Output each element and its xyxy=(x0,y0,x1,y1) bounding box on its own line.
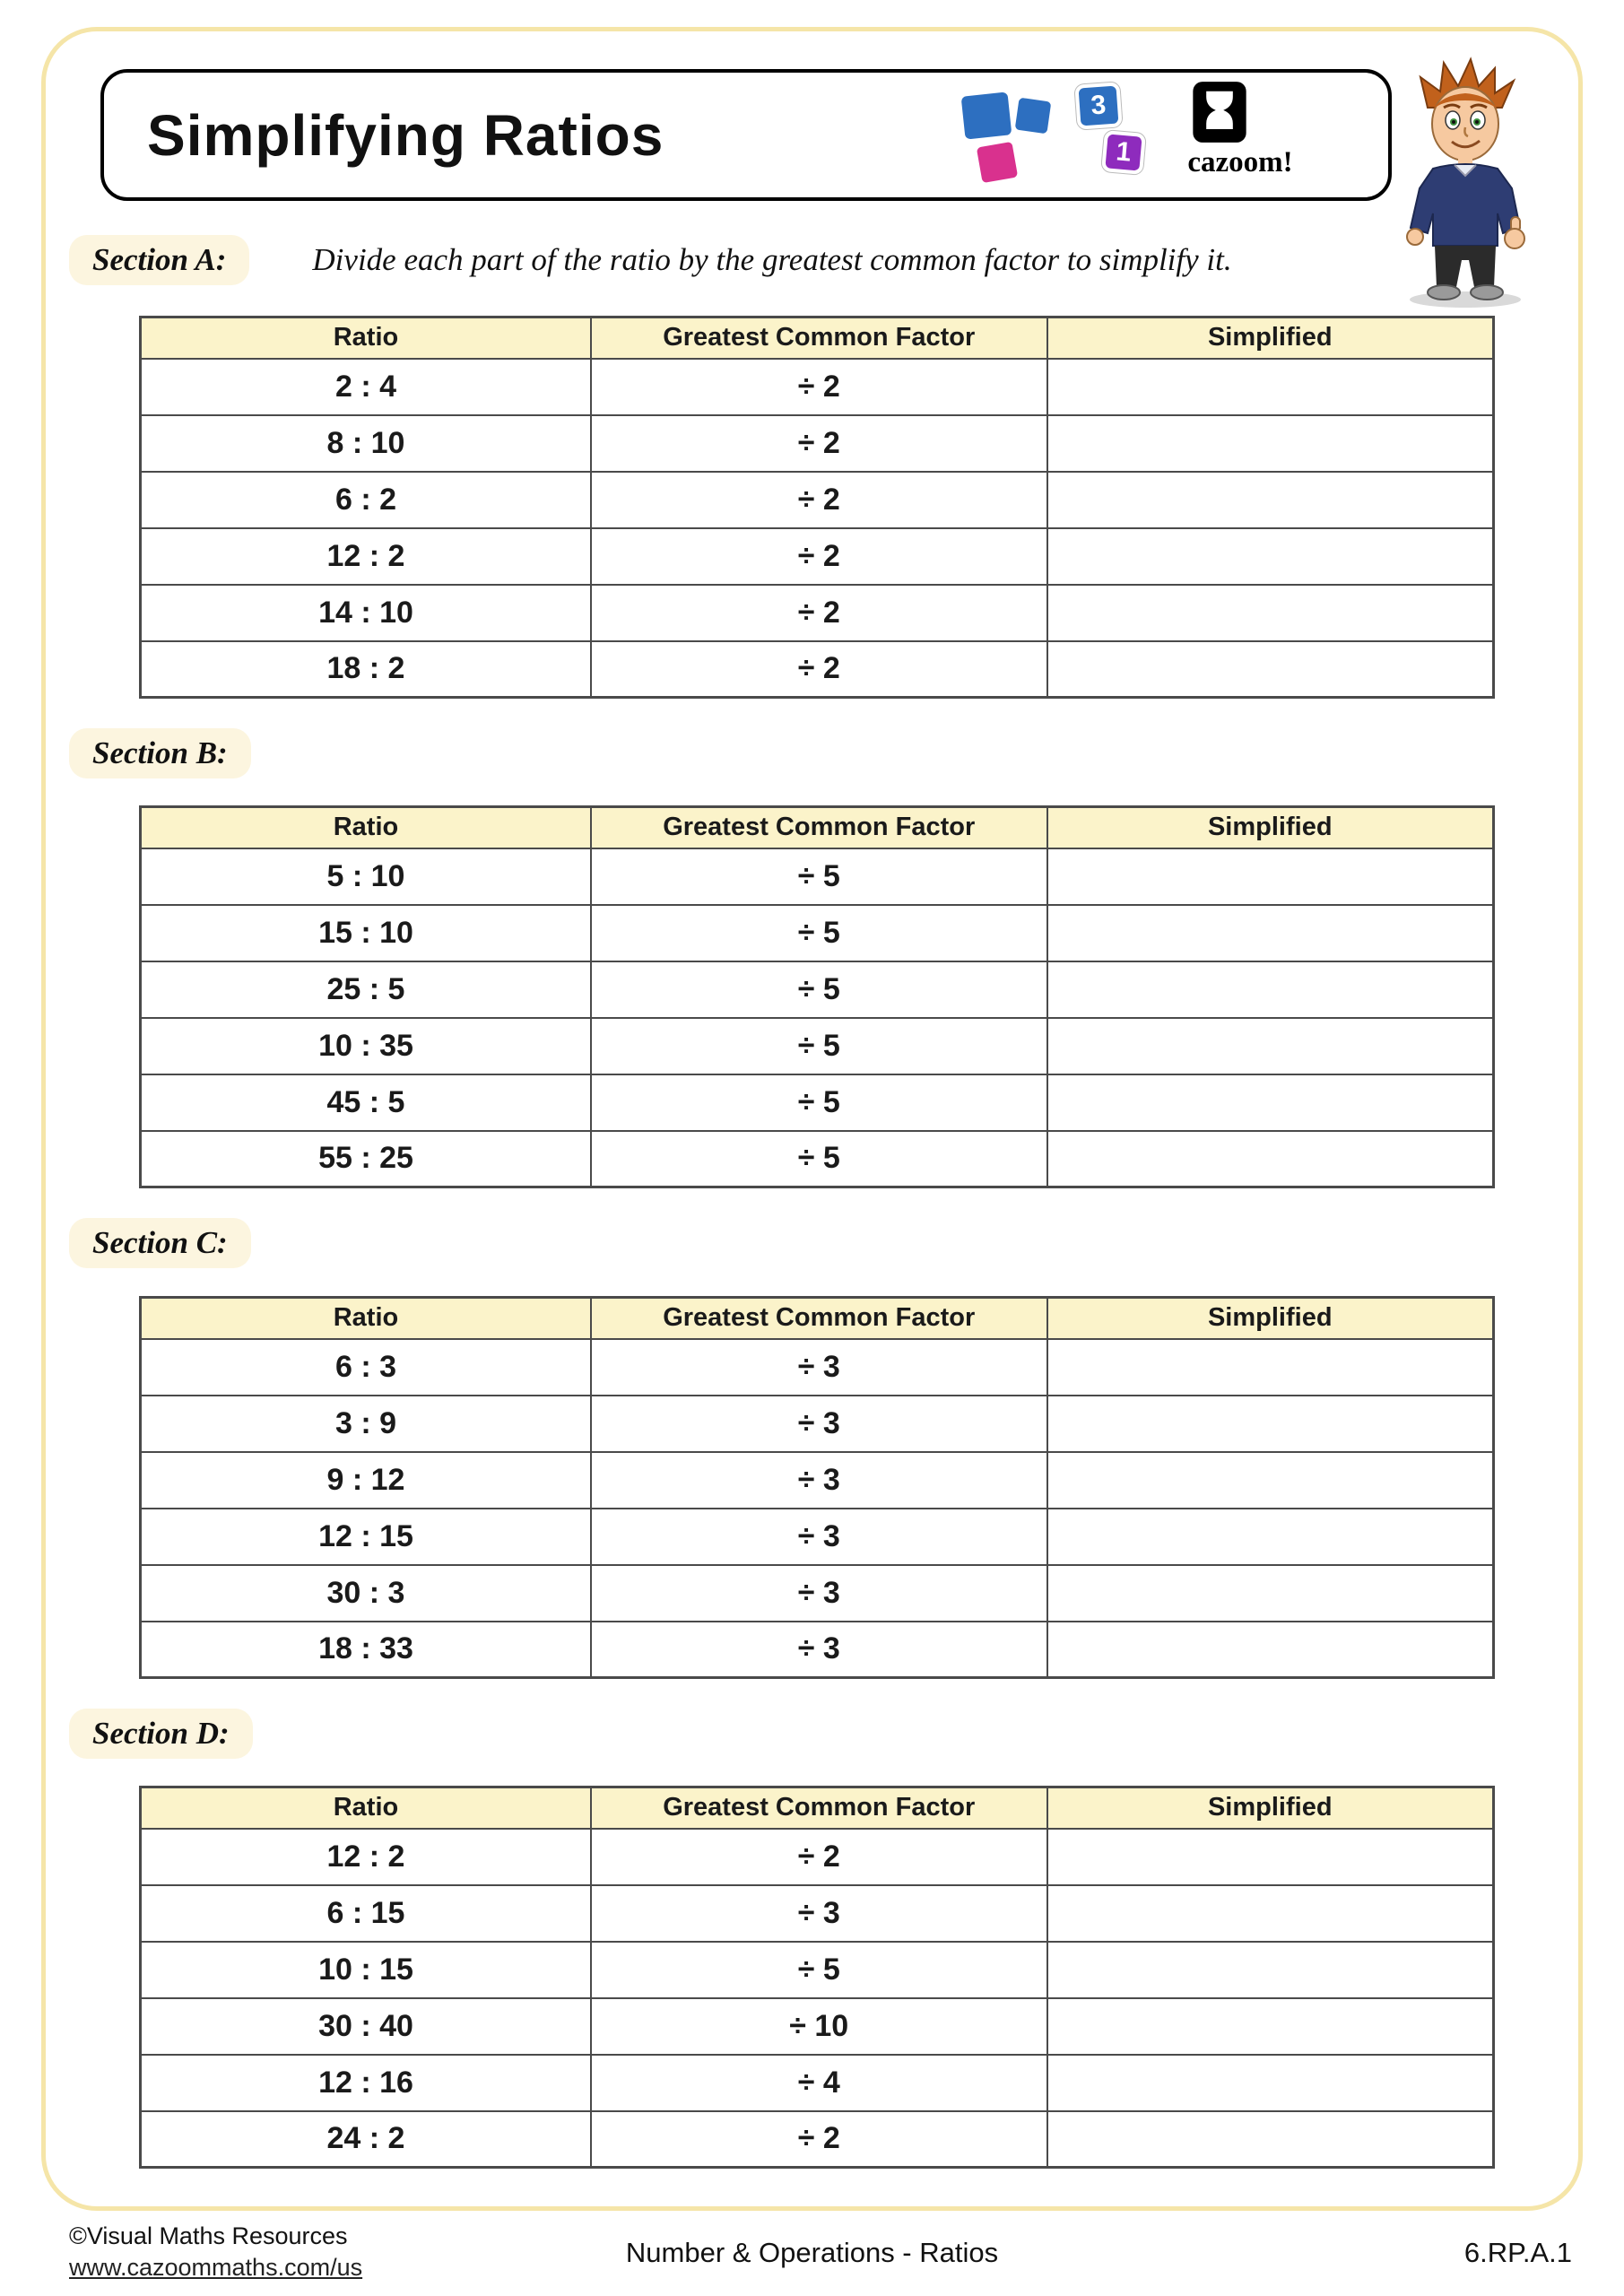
table-header-row xyxy=(141,1298,1494,1339)
column-header-ratio: Ratio xyxy=(141,1787,591,1829)
gcf-cell: ÷ 2 xyxy=(591,472,1047,528)
column-header-simplified: Simplified xyxy=(1047,807,1494,848)
cazoom-logo xyxy=(960,78,1363,196)
simplified-answer-cell xyxy=(1047,1339,1494,1396)
table-row xyxy=(141,585,1494,641)
column-header-ratio: Ratio xyxy=(141,807,591,848)
gcf-cell: ÷ 2 xyxy=(591,2111,1047,2168)
section-b-head xyxy=(69,728,251,778)
section-c-head xyxy=(69,1218,251,1268)
table-header-row xyxy=(141,807,1494,848)
section-a-table xyxy=(139,316,1495,699)
simplified-answer-cell xyxy=(1047,1074,1494,1131)
ratio-cell: 30 : 40 xyxy=(141,1998,591,2055)
gcf-cell: ÷ 5 xyxy=(591,848,1047,905)
simplified-answer-cell xyxy=(1047,848,1494,905)
copyright-text: ©Visual Maths Resources xyxy=(69,2222,348,2249)
simplified-answer-cell xyxy=(1047,1998,1494,2055)
table-row xyxy=(141,528,1494,585)
simplified-answer-cell xyxy=(1047,1622,1494,1678)
simplified-answer-cell xyxy=(1047,1942,1494,1998)
table-row xyxy=(141,415,1494,472)
gcf-cell: ÷ 5 xyxy=(591,1942,1047,1998)
logo-tile-1 xyxy=(1101,130,1146,175)
tile-number-3: 3 xyxy=(1090,90,1107,121)
gcf-cell: ÷ 5 xyxy=(591,905,1047,961)
table-row xyxy=(141,359,1494,415)
boy-character-illustration xyxy=(1388,52,1542,310)
section-a-head xyxy=(69,235,1232,285)
gcf-cell: ÷ 2 xyxy=(591,585,1047,641)
gcf-cell: ÷ 2 xyxy=(591,359,1047,415)
gcf-cell: ÷ 5 xyxy=(591,961,1047,1018)
ratio-cell: 5 : 10 xyxy=(141,848,591,905)
ratio-cell: 18 : 33 xyxy=(141,1622,591,1678)
table-row xyxy=(141,1018,1494,1074)
table-row xyxy=(141,1074,1494,1131)
ratio-cell: 6 : 15 xyxy=(141,1885,591,1942)
website-link[interactable]: www.cazoommaths.com/us xyxy=(69,2254,363,2282)
simplified-answer-cell xyxy=(1047,585,1494,641)
gcf-cell: ÷ 10 xyxy=(591,1998,1047,2055)
ratio-cell: 6 : 2 xyxy=(141,472,591,528)
table-row xyxy=(141,1131,1494,1187)
ratio-cell: 12 : 16 xyxy=(141,2055,591,2111)
gcf-cell: ÷ 5 xyxy=(591,1074,1047,1131)
ratio-cell: 25 : 5 xyxy=(141,961,591,1018)
gcf-cell: ÷ 4 xyxy=(591,2055,1047,2111)
ratio-cell: 55 : 25 xyxy=(141,1131,591,1187)
simplified-answer-cell xyxy=(1047,2111,1494,2168)
ratio-cell: 45 : 5 xyxy=(141,1074,591,1131)
gcf-cell: ÷ 2 xyxy=(591,415,1047,472)
table-row xyxy=(141,1565,1494,1622)
instruction-text: Divide each part of the ratio by the greatest common factor to simplify it. xyxy=(312,242,1232,277)
column-header-gcf: Greatest Common Factor xyxy=(591,807,1047,848)
column-header-gcf: Greatest Common Factor xyxy=(591,1787,1047,1829)
simplified-answer-cell xyxy=(1047,1885,1494,1942)
column-header-simplified: Simplified xyxy=(1047,317,1494,359)
simplified-answer-cell xyxy=(1047,415,1494,472)
page-title: Simplifying Ratios xyxy=(147,102,664,168)
column-header-gcf: Greatest Common Factor xyxy=(591,1298,1047,1339)
table-row xyxy=(141,905,1494,961)
ratio-cell: 12 : 2 xyxy=(141,528,591,585)
logo-squares-icon xyxy=(960,85,1065,187)
gcf-cell: ÷ 3 xyxy=(591,1509,1047,1565)
gcf-cell: ÷ 3 xyxy=(591,1565,1047,1622)
tile-number-1: 1 xyxy=(1115,136,1133,168)
ratio-cell: 12 : 15 xyxy=(141,1509,591,1565)
simplified-answer-cell xyxy=(1047,961,1494,1018)
title-box xyxy=(100,69,1392,201)
ratio-cell: 30 : 3 xyxy=(141,1565,591,1622)
ratio-cell: 6 : 3 xyxy=(141,1339,591,1396)
gcf-cell: ÷ 3 xyxy=(591,1396,1047,1452)
section-a-label: Section A: xyxy=(69,235,249,285)
ratio-cell: 15 : 10 xyxy=(141,905,591,961)
table-row xyxy=(141,1622,1494,1678)
table-header-row xyxy=(141,1787,1494,1829)
gcf-cell: ÷ 3 xyxy=(591,1452,1047,1509)
simplified-answer-cell xyxy=(1047,1452,1494,1509)
gcf-cell: ÷ 3 xyxy=(591,1622,1047,1678)
gcf-cell: ÷ 2 xyxy=(591,528,1047,585)
brand-name: cazoom! xyxy=(1187,146,1293,178)
logo-tile-3 xyxy=(1074,82,1122,129)
gcf-cell: ÷ 2 xyxy=(591,1829,1047,1885)
table-row xyxy=(141,1509,1494,1565)
gcf-cell: ÷ 5 xyxy=(591,1131,1047,1187)
ratio-cell: 10 : 35 xyxy=(141,1018,591,1074)
table-row xyxy=(141,1829,1494,1885)
column-header-ratio: Ratio xyxy=(141,1298,591,1339)
section-c-table xyxy=(139,1296,1495,1679)
column-header-simplified: Simplified xyxy=(1047,1787,1494,1829)
table-row xyxy=(141,641,1494,698)
gcf-cell: ÷ 3 xyxy=(591,1885,1047,1942)
table-row xyxy=(141,1452,1494,1509)
gcf-cell: ÷ 3 xyxy=(591,1339,1047,1396)
ratio-cell: 8 : 10 xyxy=(141,415,591,472)
simplified-answer-cell xyxy=(1047,1829,1494,1885)
table-row xyxy=(141,848,1494,905)
table-row xyxy=(141,961,1494,1018)
ratio-cell: 2 : 4 xyxy=(141,359,591,415)
ratio-cell: 12 : 2 xyxy=(141,1829,591,1885)
section-b-table xyxy=(139,805,1495,1188)
column-header-simplified: Simplified xyxy=(1047,1298,1494,1339)
section-b-label: Section B: xyxy=(69,728,251,778)
simplified-answer-cell xyxy=(1047,1396,1494,1452)
table-row xyxy=(141,1942,1494,1998)
ratio-cell: 24 : 2 xyxy=(141,2111,591,2168)
simplified-answer-cell xyxy=(1047,641,1494,698)
table-row xyxy=(141,2055,1494,2111)
ratio-cell: 14 : 10 xyxy=(141,585,591,641)
hourglass-icon xyxy=(1191,80,1248,144)
ratio-cell: 18 : 2 xyxy=(141,641,591,698)
standard-code: 6.RP.A.1 xyxy=(1463,2237,1572,2268)
footer-category-text: Number & Operations - Ratios xyxy=(625,2237,999,2268)
gcf-cell: ÷ 5 xyxy=(591,1018,1047,1074)
table-row xyxy=(141,1396,1494,1452)
table-row xyxy=(141,472,1494,528)
column-header-gcf: Greatest Common Factor xyxy=(591,317,1047,359)
table-row xyxy=(141,1885,1494,1942)
section-c-label: Section C: xyxy=(69,1218,251,1268)
simplified-answer-cell xyxy=(1047,1509,1494,1565)
column-header-ratio: Ratio xyxy=(141,317,591,359)
section-d-label: Section D: xyxy=(69,1709,253,1759)
ratio-cell: 10 : 15 xyxy=(141,1942,591,1998)
simplified-answer-cell xyxy=(1047,472,1494,528)
simplified-answer-cell xyxy=(1047,2055,1494,2111)
section-d-table xyxy=(139,1786,1495,2169)
simplified-answer-cell xyxy=(1047,528,1494,585)
simplified-answer-cell xyxy=(1047,1565,1494,1622)
ratio-cell: 9 : 12 xyxy=(141,1452,591,1509)
simplified-answer-cell xyxy=(1047,905,1494,961)
simplified-answer-cell xyxy=(1047,1131,1494,1187)
table-header-row xyxy=(141,317,1494,359)
table-row xyxy=(141,1339,1494,1396)
simplified-answer-cell xyxy=(1047,1018,1494,1074)
gcf-cell: ÷ 2 xyxy=(591,641,1047,698)
table-row xyxy=(141,2111,1494,2168)
section-d-head xyxy=(69,1709,253,1759)
table-row xyxy=(141,1998,1494,2055)
simplified-answer-cell xyxy=(1047,359,1494,415)
ratio-cell: 3 : 9 xyxy=(141,1396,591,1452)
